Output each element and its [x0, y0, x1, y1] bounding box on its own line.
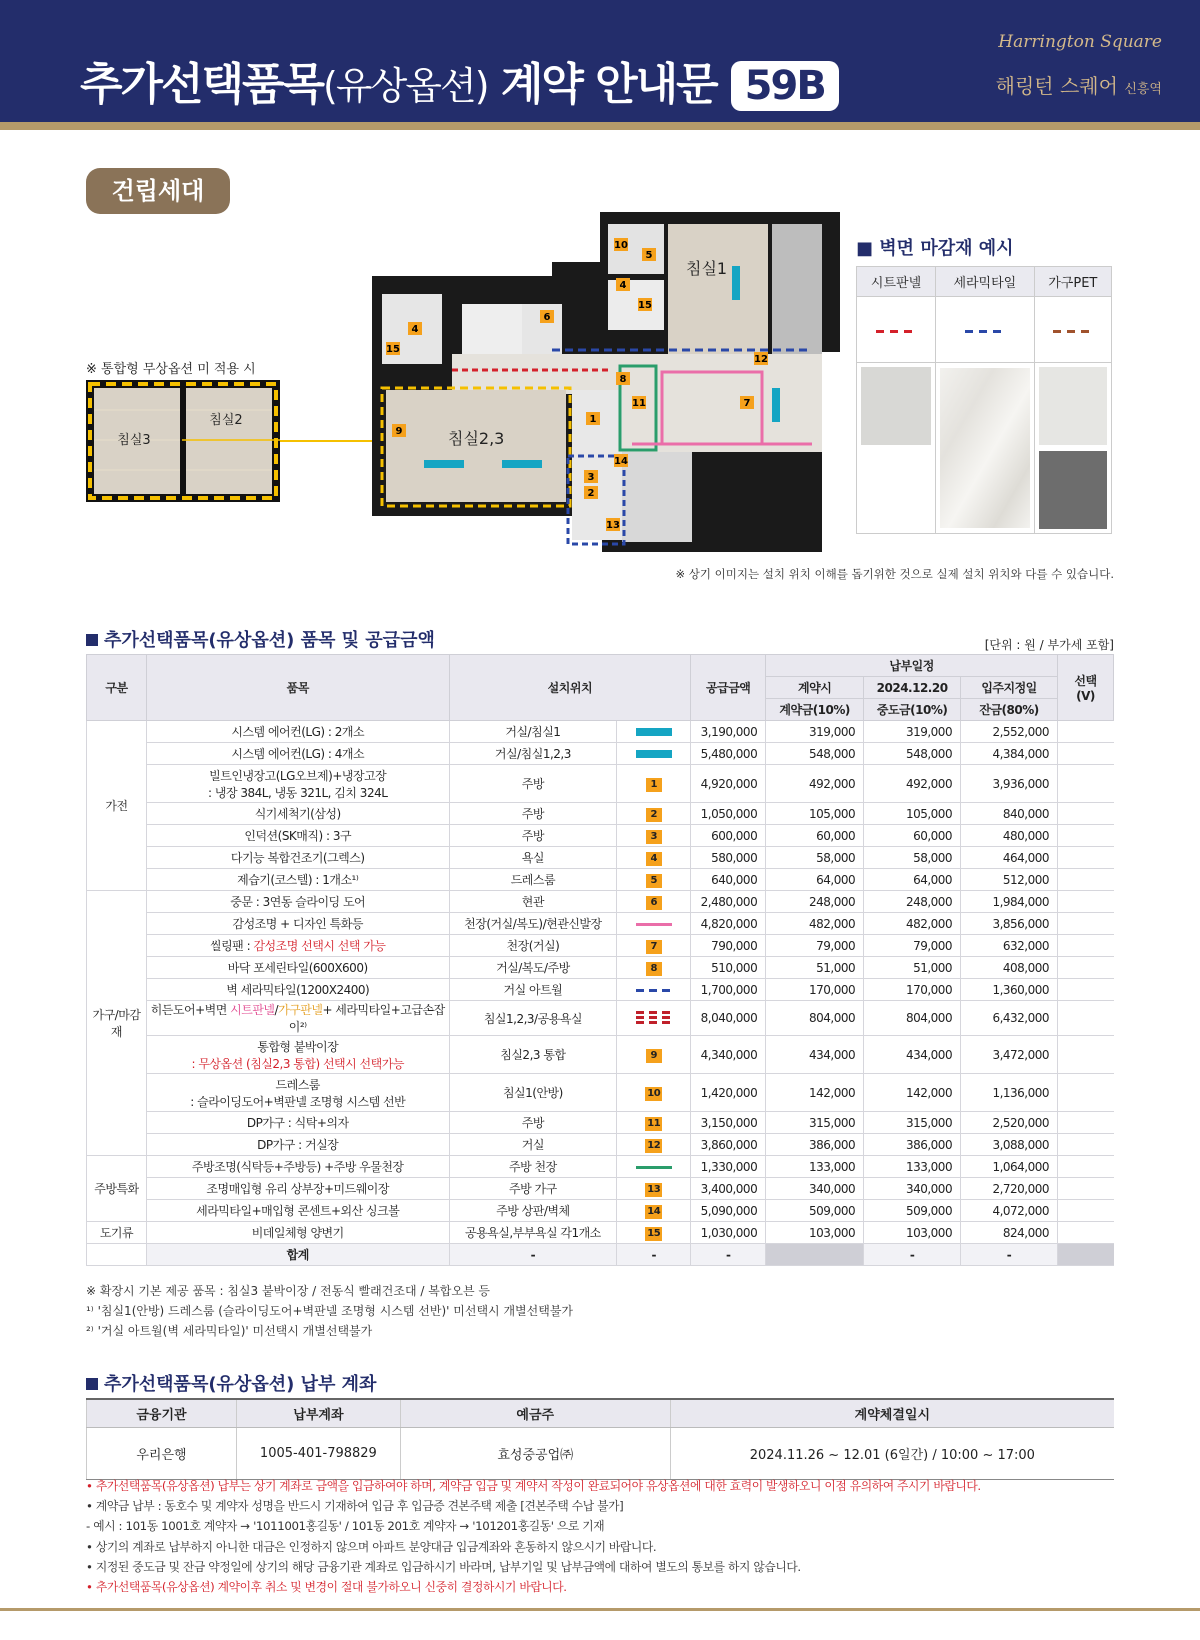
- location-cell: 침실2,3 통합: [449, 1036, 617, 1074]
- notice-item: • 추가선택품목(유상옵션) 계약이후 취소 및 변경이 절대 불가하오니 신중히 결정하시기 바랍니다.: [86, 1580, 567, 1595]
- item-cell: 벽 세라믹타일(1200X2400): [146, 979, 449, 1001]
- middle-cell: 319,000: [864, 721, 961, 743]
- price-cell: 2,480,000: [691, 891, 766, 913]
- middle-cell: 340,000: [864, 1178, 961, 1200]
- middle-cell: 64,000: [864, 869, 961, 891]
- marker-cell: [617, 1074, 691, 1112]
- item-cell: 드레스룸 : 슬라이딩도어+벽판넬 조명형 시스템 선반: [146, 1074, 449, 1112]
- wall-finish-grid: [856, 266, 1112, 534]
- location-cell: 욕실: [449, 847, 617, 869]
- balance-cell: 1,984,000: [961, 891, 1058, 913]
- deposit-cell: 386,000: [766, 1134, 864, 1156]
- table-row: [87, 743, 1114, 765]
- location-cell: 주방 상판/벽체: [449, 1200, 617, 1222]
- balance-cell: 1,064,000: [961, 1156, 1058, 1178]
- location-cell: 주방: [449, 825, 617, 847]
- middle-cell: 133,000: [864, 1156, 961, 1178]
- deposit-cell: 103,000: [766, 1222, 864, 1244]
- table-row: [87, 869, 1114, 891]
- deposit-cell: 60,000: [766, 825, 864, 847]
- th-price: 공급금액: [691, 655, 766, 721]
- price-cell: 4,920,000: [691, 765, 766, 803]
- table-row: [87, 847, 1114, 869]
- select-checkbox-cell[interactable]: [1058, 935, 1114, 957]
- th-sched-mid: 2024.12.20: [864, 677, 961, 699]
- price-cell: 8,040,000: [691, 1001, 766, 1036]
- middle-cell: 315,000: [864, 1112, 961, 1134]
- table-row: [87, 825, 1114, 847]
- item-cell: 중문 : 3연동 슬라이딩 도어: [146, 891, 449, 913]
- category-cell: 주방특화: [87, 1156, 147, 1222]
- table-row: [87, 1156, 1114, 1178]
- marker-cell: [617, 1200, 691, 1222]
- room-label-bed1: 침실1: [686, 259, 728, 278]
- select-checkbox-cell[interactable]: [1058, 1001, 1114, 1036]
- deposit-cell: 133,000: [766, 1156, 864, 1178]
- item-cell: 바닥 포세린타일(600X600): [146, 957, 449, 979]
- balance-cell: 2,552,000: [961, 721, 1058, 743]
- deposit-cell: 492,000: [766, 765, 864, 803]
- plan-marker-2: 2: [587, 488, 595, 499]
- item-cell: 주방조명(식탁등+주방등) +주방 우물천장: [146, 1156, 449, 1178]
- balance-cell: 2,520,000: [961, 1112, 1058, 1134]
- price-cell: 1,420,000: [691, 1074, 766, 1112]
- footnote-1: ¹⁾ '침실1(안방) 드레스룸 (슬라이딩도어+벽판넬 조명형 시스템 선반)' 미선택시 개별선택불가: [86, 1304, 574, 1318]
- small-plan-note: ※ 통합형 무상옵션 미 적용 시: [86, 362, 256, 377]
- middle-cell: 434,000: [864, 1036, 961, 1074]
- th-sub-deposit: 계약금(10%): [766, 699, 864, 721]
- balance-cell: 3,088,000: [961, 1134, 1058, 1156]
- room-label-bed23: 침실2,3: [448, 429, 505, 448]
- table-row: [87, 979, 1114, 1001]
- select-checkbox-cell[interactable]: [1058, 891, 1114, 913]
- th-category: 구분: [87, 655, 147, 721]
- select-checkbox-cell[interactable]: [1058, 979, 1114, 1001]
- location-cell: 주방: [449, 803, 617, 825]
- th-select: 선택 (V): [1058, 655, 1114, 721]
- sample-pet-gray: [1039, 451, 1107, 529]
- select-checkbox-cell[interactable]: [1058, 825, 1114, 847]
- price-cell: 3,860,000: [691, 1134, 766, 1156]
- location-cell: 공용욕실,부부욕실 각1개소: [449, 1222, 617, 1244]
- price-cell: 510,000: [691, 957, 766, 979]
- number-marker: 9: [646, 1049, 662, 1063]
- price-cell: 5,480,000: [691, 743, 766, 765]
- number-marker: 2: [646, 808, 662, 822]
- notice-item: • 상기의 계좌로 납부하지 아니한 대금은 인정하지 않으며 아파트 분양대금 입금계좌와 혼동하지 않으시기 바랍니다.: [86, 1539, 657, 1554]
- marker-cell: [617, 1001, 691, 1036]
- marker-cell: [617, 803, 691, 825]
- middle-cell: 103,000: [864, 1222, 961, 1244]
- location-cell: 현관: [449, 891, 617, 913]
- number-marker: 15: [647, 1227, 661, 1239]
- middle-cell: 170,000: [864, 979, 961, 1001]
- price-cell: 1,700,000: [691, 979, 766, 1001]
- location-cell: 거실/침실1,2,3: [449, 743, 617, 765]
- marker-cell: [617, 957, 691, 979]
- brand-logo-script: Harrington Square: [998, 32, 1162, 52]
- marker-cell: [617, 979, 691, 1001]
- aircon-marker: [636, 728, 672, 736]
- balance-cell: 480,000: [961, 825, 1058, 847]
- table-row: [87, 1036, 1114, 1074]
- th-location: 설치위치: [449, 655, 691, 721]
- table-row: [87, 913, 1114, 935]
- plan-marker-7: 7: [743, 398, 751, 409]
- middle-cell: 51,000: [864, 957, 961, 979]
- location-cell: 침실1(안방): [449, 1074, 617, 1112]
- location-cell: 거실/침실1: [449, 721, 617, 743]
- wall-legend-red-dash: [876, 330, 916, 333]
- item-cell: DP가구 : 식탁+의자: [146, 1112, 449, 1134]
- balance-cell: 512,000: [961, 869, 1058, 891]
- deposit-cell: 548,000: [766, 743, 864, 765]
- location-cell: 드레스룸: [449, 869, 617, 891]
- wall-col-sheet: 시트판넬: [857, 267, 936, 297]
- acct-number: 1005-401-798829: [236, 1427, 400, 1479]
- middle-cell: 548,000: [864, 743, 961, 765]
- select-checkbox-cell[interactable]: [1058, 1178, 1114, 1200]
- middle-cell: 79,000: [864, 935, 961, 957]
- price-cell: 580,000: [691, 847, 766, 869]
- total-row: 합계 - - - - -: [87, 1244, 1114, 1266]
- marker-cell: [617, 891, 691, 913]
- brand-name: 해링턴 스퀘어 신흥역: [995, 74, 1162, 98]
- acct-th-holder: 예금주: [400, 1399, 670, 1427]
- location-cell: 주방 천장: [449, 1156, 617, 1178]
- price-cell: 600,000: [691, 825, 766, 847]
- balance-cell: 824,000: [961, 1222, 1058, 1244]
- number-marker: 8: [646, 962, 662, 976]
- location-cell: 거실: [449, 1134, 617, 1156]
- marker-cell: [617, 1222, 691, 1244]
- item-cell: 통합형 붙박이장 : 무상옵션 (침실2,3 통합) 선택시 선택가능: [146, 1036, 449, 1074]
- middle-cell: 142,000: [864, 1074, 961, 1112]
- table-row: [87, 935, 1114, 957]
- marker-cell: [617, 847, 691, 869]
- plan-marker-4a: 4: [619, 280, 627, 291]
- deposit-cell: 64,000: [766, 869, 864, 891]
- price-section-title: 추가선택품목(유상옵션) 품목 및 공급금액: [86, 626, 435, 652]
- th-item: 품목: [146, 655, 449, 721]
- number-marker: 5: [646, 874, 662, 888]
- select-checkbox-cell[interactable]: [1058, 1134, 1114, 1156]
- header-gold-line: [0, 122, 1200, 130]
- green-line-marker: [636, 1166, 672, 1169]
- balance-cell: 3,856,000: [961, 913, 1058, 935]
- sample-pet-white: [1039, 367, 1107, 445]
- table-row: [87, 891, 1114, 913]
- balance-cell: 4,072,000: [961, 1200, 1058, 1222]
- price-cell: 3,190,000: [691, 721, 766, 743]
- table-row: [87, 1112, 1114, 1134]
- balance-cell: 464,000: [961, 847, 1058, 869]
- select-checkbox-cell[interactable]: [1058, 721, 1114, 743]
- price-cell: 4,820,000: [691, 913, 766, 935]
- marker-cell: [617, 721, 691, 743]
- notice-bullets: [86, 1476, 981, 1597]
- item-cell: 빌트인냉장고(LG오브제)+냉장고장 : 냉장 384L, 냉동 321L, 김치 324L: [146, 765, 449, 803]
- item-cell: 히든도어+벽면 시트판넬/가구판넬+ 세라믹타일+고급손잡이²⁾: [146, 1001, 449, 1036]
- balance-cell: 840,000: [961, 803, 1058, 825]
- th-sub-balance: 잔금(80%): [961, 699, 1058, 721]
- select-checkbox-cell[interactable]: [1058, 1200, 1114, 1222]
- th-sched-move: 입주지정일: [961, 677, 1058, 699]
- pink-line-marker: [636, 923, 672, 926]
- table-row: [87, 957, 1114, 979]
- middle-cell: 804,000: [864, 1001, 961, 1036]
- balance-cell: 2,720,000: [961, 1178, 1058, 1200]
- category-cell: 도기류: [87, 1222, 147, 1244]
- plan-disclaimer: ※ 상기 이미지는 설치 위치 이해를 돕기위한 것으로 실제 설치 위치와 다를 수 있습니다.: [675, 567, 1114, 581]
- plan-marker-12: 12: [754, 354, 768, 365]
- acct-th-bank: 금융기관: [87, 1399, 237, 1427]
- item-cell: 세라믹타일+매입형 콘센트+외산 싱크볼: [146, 1200, 449, 1222]
- deposit-cell: 315,000: [766, 1112, 864, 1134]
- header-banner: [0, 0, 1200, 130]
- item-cell: 감성조명 + 디자인 특화등: [146, 913, 449, 935]
- sample-ceramic-tile: [940, 368, 1030, 528]
- marker-cell: [617, 869, 691, 891]
- price-table: [86, 654, 1114, 1266]
- middle-cell: 58,000: [864, 847, 961, 869]
- price-cell: 5,090,000: [691, 1200, 766, 1222]
- unit-note: [단위 : 원 / 부가세 포함]: [984, 638, 1114, 652]
- table-row: [87, 1001, 1114, 1036]
- th-schedule: 납부일정: [766, 655, 1058, 677]
- location-cell: 천장(거실): [449, 935, 617, 957]
- location-cell: 주방: [449, 1112, 617, 1134]
- number-marker: 3: [646, 830, 662, 844]
- number-marker: 11: [647, 1117, 661, 1129]
- plan-marker-1: 1: [589, 414, 597, 425]
- number-marker: 12: [647, 1139, 661, 1151]
- number-marker: 4: [646, 852, 662, 866]
- balance-cell: 6,432,000: [961, 1001, 1058, 1036]
- location-cell: 주방: [449, 765, 617, 803]
- wall-legend-blue-dash: [965, 330, 1005, 333]
- table-row: [87, 1222, 1114, 1244]
- page-title: 추가선택품목(유상옵션) 계약 안내문 59B: [80, 48, 839, 112]
- number-marker: 10: [647, 1087, 661, 1099]
- small-room-label-3: 침실3: [117, 433, 151, 448]
- plan-marker-13: 13: [606, 520, 620, 531]
- middle-cell: 60,000: [864, 825, 961, 847]
- table-row: [87, 721, 1114, 743]
- main-floor-plan: [372, 212, 842, 552]
- location-cell: 거실/복도/주방: [449, 957, 617, 979]
- balance-cell: 1,360,000: [961, 979, 1058, 1001]
- price-cell: 790,000: [691, 935, 766, 957]
- number-marker: 6: [646, 896, 662, 910]
- marker-cell: [617, 1036, 691, 1074]
- deposit-cell: 482,000: [766, 913, 864, 935]
- plan-marker-8: 8: [619, 374, 627, 385]
- balance-cell: 1,136,000: [961, 1074, 1058, 1112]
- table-row: [87, 1134, 1114, 1156]
- balance-cell: 3,936,000: [961, 765, 1058, 803]
- notice-item: - 예시 : 101동 1001호 계약자 → '1011001홍길동' / 101동 201호 계약자 → '101201홍길동' 으로 기재: [86, 1519, 605, 1534]
- select-checkbox-cell[interactable]: [1058, 1222, 1114, 1244]
- blue-dash-marker: [636, 989, 672, 992]
- location-cell: 주방 가구: [449, 1178, 617, 1200]
- category-cell: 가전: [87, 721, 147, 891]
- table-row: [87, 1074, 1114, 1112]
- balance-cell: 408,000: [961, 957, 1058, 979]
- price-cell: 640,000: [691, 869, 766, 891]
- small-floor-plan: [86, 380, 280, 502]
- select-checkbox-cell[interactable]: [1058, 1112, 1114, 1134]
- notice-item: • 추가선택품목(유상옵션) 납부는 상기 계좌로 금액을 입금하여야 하며, 계약금 입금 및 계약서 작성이 완료되어야 유상옵션에 대한 효력이 발생하오니 이점 유의하여 주시기 바랍니다.: [86, 1479, 981, 1493]
- wall-col-pet: 가구PET: [1034, 267, 1111, 297]
- plan-marker-9: 9: [395, 426, 403, 437]
- table-row: [87, 1200, 1114, 1222]
- deposit-cell: 58,000: [766, 847, 864, 869]
- item-cell: 인덕션(SK매직) : 3구: [146, 825, 449, 847]
- balance-cell: 4,384,000: [961, 743, 1058, 765]
- middle-cell: 509,000: [864, 1200, 961, 1222]
- deposit-cell: 79,000: [766, 935, 864, 957]
- middle-cell: 248,000: [864, 891, 961, 913]
- table-row: [87, 765, 1114, 803]
- total-label: 합계: [146, 1244, 449, 1266]
- marker-cell: [617, 1178, 691, 1200]
- deposit-cell: 105,000: [766, 803, 864, 825]
- notice-item: • 계약금 납부 : 동호수 및 계약자 성명을 반드시 기재하여 입금 후 입금증 견본주택 제출 [견본주택 수납 불가]: [86, 1499, 624, 1514]
- deposit-cell: 434,000: [766, 1036, 864, 1074]
- item-cell: DP가구 : 거실장: [146, 1134, 449, 1156]
- footnote-0: ※ 확장시 기본 제공 품목 : 침실3 붙박이장 / 전동식 빨래건조대 / 복합오븐 등: [86, 1284, 490, 1298]
- deposit-cell: 248,000: [766, 891, 864, 913]
- deposit-cell: 170,000: [766, 979, 864, 1001]
- select-checkbox-cell[interactable]: [1058, 765, 1114, 803]
- category-cell: 가구/마감재: [87, 891, 147, 1156]
- price-cell: 3,150,000: [691, 1112, 766, 1134]
- marker-cell: [617, 1156, 691, 1178]
- aircon-marker: [636, 750, 672, 758]
- select-checkbox-cell[interactable]: [1058, 1156, 1114, 1178]
- location-cell: 거실 아트월: [449, 979, 617, 1001]
- item-cell: 비데일체형 양변기: [146, 1222, 449, 1244]
- price-cell: 1,050,000: [691, 803, 766, 825]
- marker-cell: [617, 765, 691, 803]
- section-pill: 건립세대: [86, 168, 230, 214]
- acct-th-account: 납부계좌: [236, 1399, 400, 1427]
- acct-th-date: 계약체결일시: [670, 1399, 1114, 1427]
- marker-cell: [617, 743, 691, 765]
- select-checkbox-cell[interactable]: [1058, 743, 1114, 765]
- plan-marker-4b: 4: [411, 324, 419, 335]
- acct-bank: 우리은행: [87, 1427, 237, 1479]
- number-marker: 7: [646, 940, 662, 954]
- select-checkbox-cell[interactable]: [1058, 1074, 1114, 1112]
- item-cell: 씰링팬 : 감성조명 선택시 선택 가능: [146, 935, 449, 957]
- item-cell: 조명매입형 유리 상부장+미드웨이장: [146, 1178, 449, 1200]
- acct-holder: 효성중공업㈜: [400, 1427, 670, 1479]
- item-cell: 다기능 복합건조기(그렉스): [146, 847, 449, 869]
- marker-cell: [617, 913, 691, 935]
- balance-cell: 632,000: [961, 935, 1058, 957]
- number-marker: 14: [647, 1205, 661, 1217]
- middle-cell: 492,000: [864, 765, 961, 803]
- item-cell: 시스템 에어컨(LG) : 4개소: [146, 743, 449, 765]
- select-checkbox-cell[interactable]: [1058, 803, 1114, 825]
- marker-cell: [617, 1112, 691, 1134]
- table-row: [87, 803, 1114, 825]
- number-marker: 13: [647, 1183, 661, 1195]
- select-checkbox-cell[interactable]: [1058, 847, 1114, 869]
- deposit-cell: 319,000: [766, 721, 864, 743]
- plan-marker-15a: 15: [638, 300, 652, 311]
- marker-cell: [617, 935, 691, 957]
- table-row: [87, 1178, 1114, 1200]
- th-sched-contract: 계약시: [766, 677, 864, 699]
- account-table: [86, 1398, 1114, 1480]
- location-cell: 침실1,2,3/공용욕실: [449, 1001, 617, 1036]
- marker-cell: [617, 825, 691, 847]
- price-cell: 3,400,000: [691, 1178, 766, 1200]
- select-checkbox-cell[interactable]: [1058, 1036, 1114, 1074]
- item-cell: 시스템 에어컨(LG) : 2개소: [146, 721, 449, 743]
- price-cell: 1,030,000: [691, 1222, 766, 1244]
- deposit-cell: 51,000: [766, 957, 864, 979]
- account-section-title: 추가선택품목(유상옵션) 납부 계좌: [86, 1370, 376, 1396]
- bottom-gold-line: [0, 1608, 1200, 1611]
- marker-cell: [617, 1134, 691, 1156]
- acct-date: 2024.11.26 ~ 12.01 (6일간) / 10:00 ~ 17:00: [670, 1427, 1114, 1479]
- footnote-2: ²⁾ '거실 아트월(벽 세라믹타일)' 미선택시 개별선택불가: [86, 1324, 373, 1338]
- number-marker: 1: [646, 778, 662, 792]
- select-checkbox-cell[interactable]: [1058, 913, 1114, 935]
- price-cell: 1,330,000: [691, 1156, 766, 1178]
- deposit-cell: 142,000: [766, 1074, 864, 1112]
- middle-cell: 386,000: [864, 1134, 961, 1156]
- location-cell: 천장(거실/복도)/현관신발장: [449, 913, 617, 935]
- plan-marker-10: 10: [614, 240, 628, 251]
- small-room-label-2: 침실2: [209, 413, 243, 428]
- notice-item: • 지정된 중도금 및 잔금 약정일에 상기의 해당 금융기관 계좌로 입금하시기 바라며, 납부기일 및 납부금액에 대하여 별도의 통보를 하지 않습니다.: [86, 1559, 801, 1574]
- plan-marker-6: 6: [543, 312, 551, 323]
- middle-cell: 105,000: [864, 803, 961, 825]
- price-cell: 4,340,000: [691, 1036, 766, 1074]
- select-checkbox-cell[interactable]: [1058, 957, 1114, 979]
- th-sub-middle: 중도금(10%): [864, 699, 961, 721]
- balance-cell: 3,472,000: [961, 1036, 1058, 1074]
- wall-legend-brown-dash: [1053, 330, 1093, 333]
- plan-marker-3: 3: [587, 472, 595, 483]
- select-checkbox-cell[interactable]: [1058, 869, 1114, 891]
- unit-type-badge: 59B: [731, 61, 839, 111]
- plan-connector-line: [280, 440, 372, 442]
- deposit-cell: 340,000: [766, 1178, 864, 1200]
- wall-col-ceramic: 세라믹타일: [936, 267, 1035, 297]
- plan-marker-11: 11: [632, 398, 646, 409]
- deposit-cell: 509,000: [766, 1200, 864, 1222]
- item-cell: 식기세척기(삼성): [146, 803, 449, 825]
- plan-marker-14: 14: [614, 456, 628, 467]
- middle-cell: 482,000: [864, 913, 961, 935]
- item-cell: 제습기(코스텔) : 1개소¹⁾: [146, 869, 449, 891]
- plan-marker-15b: 15: [386, 344, 400, 355]
- wall-finish-title: ■ 벽면 마감재 예시: [856, 238, 1014, 259]
- sample-sheet-panel: [861, 367, 931, 445]
- deposit-cell: 804,000: [766, 1001, 864, 1036]
- red-dash-marker: [636, 1011, 672, 1025]
- plan-marker-5: 5: [645, 250, 653, 261]
